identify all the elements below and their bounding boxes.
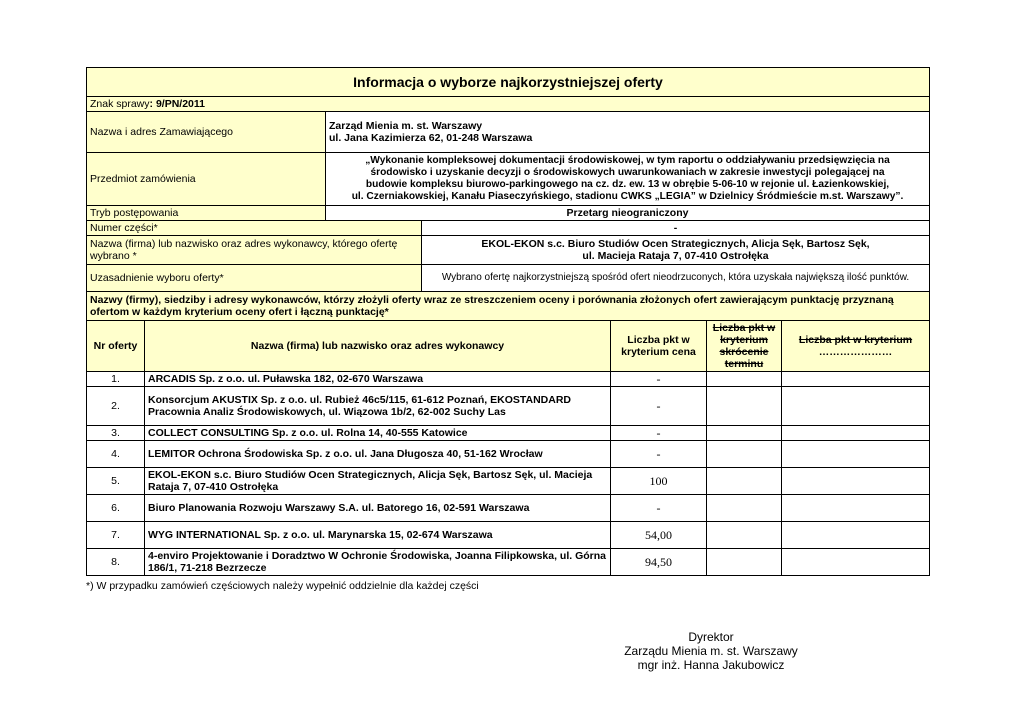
offer-contractor: Biuro Planowania Rozwoju Warszawy S.A. ul. Batorego 16, 02-591 Warszawa	[145, 495, 611, 522]
part-number-row	[87, 221, 930, 236]
offer-term-points	[707, 441, 782, 468]
subject-line: środowisko i uzyskanie decyzji o środowiskowych uwarunkowaniach w zakresie inwestycji polegającej na	[370, 167, 885, 178]
offer-contractor: Konsorcjum AKUSTIX Sp. z o.o. ul. Rubież 46c5/115, 61-612 Poznań, EKOSTANDARD Pracownia Analiz Środowiskowych, ul. Wiązowa 1b/2, 62-002 Suchy Las	[145, 387, 611, 426]
offer-other-points	[782, 387, 930, 426]
signature-title: Dyrektor	[688, 630, 734, 644]
signature-block	[600, 630, 822, 672]
contracting-authority-address: ul. Jana Kazimierza 62, 01-248 Warszawa	[329, 132, 533, 144]
offer-price-points: 94,50	[611, 549, 707, 576]
offer-nr: 5.	[87, 468, 145, 495]
offer-term-points	[707, 426, 782, 441]
table-row	[87, 549, 930, 576]
offer-nr: 8.	[87, 549, 145, 576]
offer-contractor: EKOL-EKON s.c. Biuro Studiów Ocen Strategicznych, Alicja Sęk, Bartosz Sęk, ul. Macieja Rataja 7, 07-410 Ostrołęka	[145, 468, 611, 495]
offer-other-points	[782, 522, 930, 549]
offers-heading: Nazwy (firmy), siedziby i adresy wykonawców, którzy złożyli oferty wraz ze streszczeniem oceny i porównania złożonych ofert zawierającym punktację przyznaną ofertom w każdym kryterium oceny ofert i łączną punktację*	[87, 292, 930, 321]
col-header-other	[782, 321, 930, 372]
footnote: *) W przypadku zamówień częściowych należy wypełnić oddzielnie dla każdej części	[86, 580, 479, 592]
offer-other-points	[782, 468, 930, 495]
offer-contractor: 4-enviro Projektowanie i Doradztwo W Ochronie Środowiska, Joanna Filipkowska, ul. Górna 186/1, 71-218 Bezrzecze	[145, 549, 611, 576]
table-row	[87, 372, 930, 387]
offer-selection-table	[86, 67, 930, 576]
contracting-authority-value	[326, 112, 930, 153]
winner-label: Nazwa (firma) lub nazwisko oraz adres wykonawcy, którego ofertę wybrano *	[87, 236, 422, 265]
offer-price-points: -	[611, 387, 707, 426]
case-number-value: : 9/PN/2011	[149, 98, 205, 110]
offer-other-points	[782, 372, 930, 387]
part-number-value: -	[422, 221, 930, 236]
offer-nr: 4.	[87, 441, 145, 468]
table-row	[87, 441, 930, 468]
justification-row	[87, 265, 930, 292]
offer-price-points: 100	[611, 468, 707, 495]
justification-value: Wybrano ofertę najkorzystniejszą spośród ofert nieodrzuconych, która uzyskała największą ilość punktów.	[422, 265, 930, 292]
offer-other-points	[782, 495, 930, 522]
contracting-authority-row	[87, 112, 930, 153]
subject-line: budowie kompleksu biurowo-parkingowego na cz. dz. ew. 13 w obrębie 5-06-10 w rejonie ul. Łazienkowskiej,	[365, 179, 890, 190]
offers-heading-row	[87, 292, 930, 321]
offer-price-points: -	[611, 372, 707, 387]
col-header-other-label: Liczba pkt w kryterium	[798, 334, 913, 346]
subject-value	[326, 153, 930, 206]
procedure-row	[87, 206, 930, 221]
offer-price-points: 54,00	[611, 522, 707, 549]
case-number-label: Znak sprawy	[90, 98, 150, 110]
procedure-value: Przetarg nieograniczony	[326, 206, 930, 221]
contracting-authority-name: Zarząd Mienia m. st. Warszawy	[329, 120, 483, 132]
subject-row	[87, 153, 930, 206]
winner-row	[87, 236, 930, 265]
offer-contractor: COLLECT CONSULTING Sp. z o.o. ul. Rolna 14, 40-555 Katowice	[145, 426, 611, 441]
offer-price-points: -	[611, 495, 707, 522]
title-row	[87, 68, 930, 97]
offer-price-points: -	[611, 426, 707, 441]
offer-nr: 3.	[87, 426, 145, 441]
offer-price-points: -	[611, 441, 707, 468]
offers-table-body	[87, 372, 930, 576]
page-title: Informacja o wyborze najkorzystniejszej oferty	[87, 68, 930, 97]
signature-name: mgr inż. Hanna Jakubowicz	[637, 658, 785, 672]
offer-nr: 7.	[87, 522, 145, 549]
offer-other-points	[782, 426, 930, 441]
table-row	[87, 387, 930, 426]
part-number-label: Numer części*	[87, 221, 422, 236]
offer-term-points	[707, 495, 782, 522]
offer-contractor: WYG INTERNATIONAL Sp. z o.o. ul. Marynarska 15, 02-674 Warszawa	[145, 522, 611, 549]
offer-other-points	[782, 441, 930, 468]
subject-label: Przedmiot zamówienia	[87, 153, 326, 206]
col-header-term: Liczba pkt w kryterium skrócenie terminu	[707, 321, 782, 372]
offer-nr: 1.	[87, 372, 145, 387]
col-header-other-dots: …………………	[818, 346, 893, 358]
subject-line: „Wykonanie kompleksowej dokumentacji środowiskowej, w tym raportu o oddziaływaniu przedsięwzięcia na	[365, 155, 890, 166]
offer-contractor: ARCADIS Sp. z o.o. ul. Puławska 182, 02-670 Warszawa	[145, 372, 611, 387]
table-row	[87, 495, 930, 522]
subject-line: ul. Czerniakowskiej, Kanału Piaseczyńskiego, stadionu CWKS „LEGIA” w Dzielnicy Śródmieście m.st. Warszawy”.	[351, 191, 904, 202]
column-header-row	[87, 321, 930, 372]
offer-nr: 6.	[87, 495, 145, 522]
offer-contractor: LEMITOR Ochrona Środowiska Sp. z o.o. ul. Jana Długosza 40, 51-162 Wrocław	[145, 441, 611, 468]
contracting-authority-label: Nazwa i adres Zamawiającego	[87, 112, 326, 153]
offer-other-points	[782, 549, 930, 576]
offer-term-points	[707, 549, 782, 576]
procedure-label: Tryb postępowania	[87, 206, 326, 221]
offer-nr: 2.	[87, 387, 145, 426]
winner-value	[422, 236, 930, 265]
offer-term-points	[707, 372, 782, 387]
justification-label: Uzasadnienie wyboru oferty*	[87, 265, 422, 292]
col-header-name: Nazwa (firma) lub nazwisko oraz adres wykonawcy	[145, 321, 611, 372]
offer-term-points	[707, 387, 782, 426]
table-row	[87, 426, 930, 441]
offer-term-points	[707, 468, 782, 495]
winner-address: ul. Macieja Rataja 7, 07-410 Ostrołęka	[582, 250, 769, 262]
case-number-row	[87, 97, 930, 112]
signature-organization: Zarządu Mienia m. st. Warszawy	[624, 644, 798, 658]
col-header-nr: Nr oferty	[87, 321, 145, 372]
table-row	[87, 522, 930, 549]
winner-name: EKOL-EKON s.c. Biuro Studiów Ocen Strategicznych, Alicja Sęk, Bartosz Sęk,	[481, 238, 870, 250]
table-row	[87, 468, 930, 495]
col-header-price: Liczba pkt w kryterium cena	[611, 321, 707, 372]
offer-term-points	[707, 522, 782, 549]
case-number	[87, 97, 930, 112]
